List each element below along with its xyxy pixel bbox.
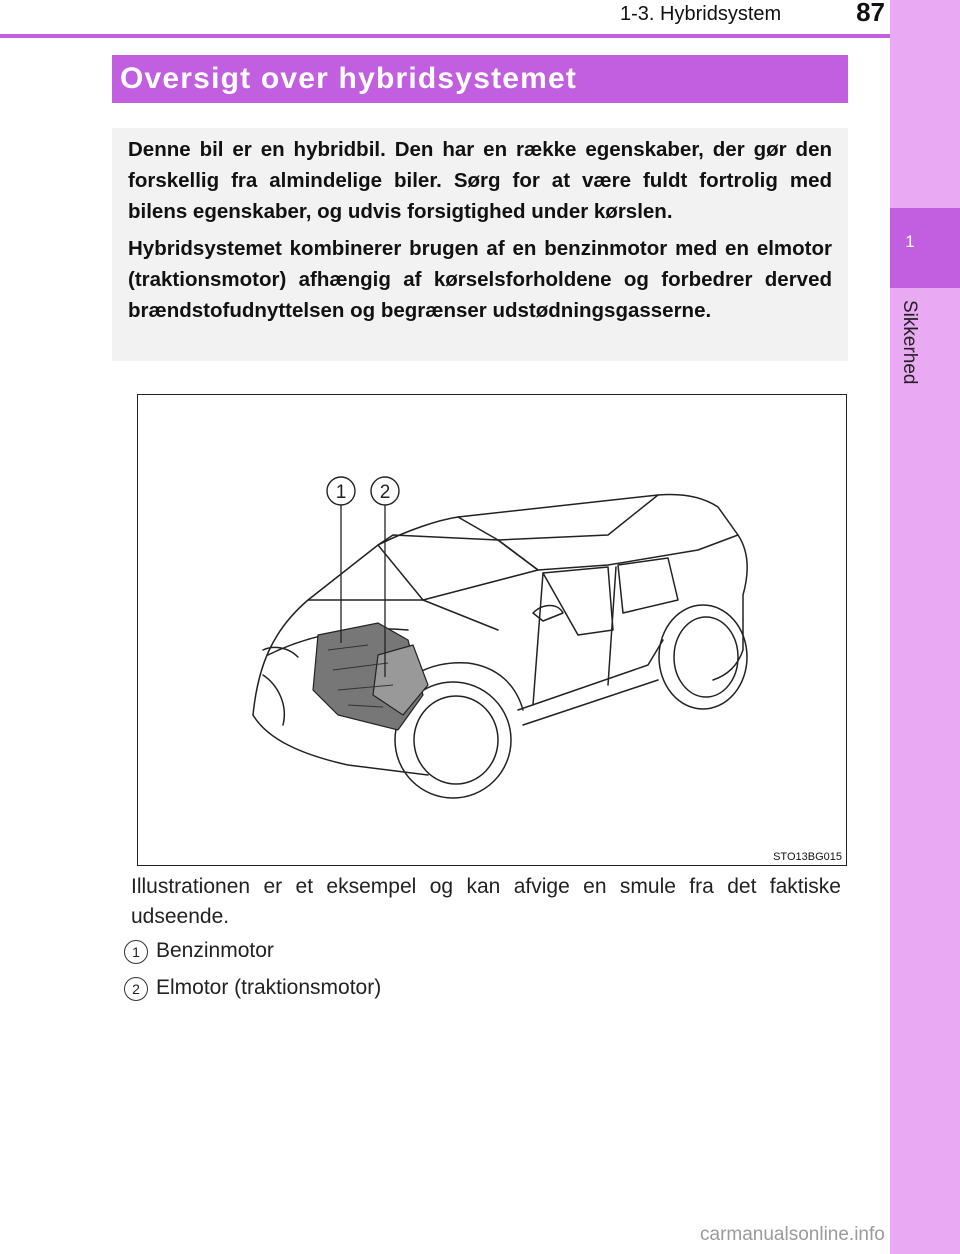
watermark: carmanualsonline.info — [700, 1224, 885, 1245]
chapter-side-strip — [890, 0, 960, 1254]
legend-number-2: 2 — [124, 977, 148, 1001]
intro-box — [112, 128, 848, 361]
intro-paragraph-2: Hybridsystemet kombinerer brugen af en benzinmotor med en elmotor (traktionsmotor) afhængig af kørselsforholdene og forbedrer derved brændstofudnyttelsen og begrænser udstødningsgasserne. — [128, 237, 832, 322]
car-illustration — [137, 394, 847, 866]
intro-paragraph-1: Denne bil er en hybridbil. Den har en række egenskaber, der gør den forskellig fra almindelige biler. Sørg for at være fuldt fortrolig med bilens egenskaber, og udvis forsigtighed under kørslen. — [128, 138, 832, 223]
car-drawing-icon — [138, 395, 846, 865]
illustration-caption: Illustrationen er et eksempel og kan afvige en smule fra det faktiske udseende. — [131, 875, 841, 928]
callout-2: 2 — [379, 482, 391, 503]
callout-1: 1 — [335, 482, 347, 503]
header-section-title: 1-3. Hybridsystem — [620, 3, 782, 25]
page-number: 87 — [856, 0, 885, 27]
header-divider — [0, 34, 890, 38]
page-title: Oversigt over hybridsystemet — [112, 55, 848, 103]
legend-number-1: 1 — [124, 940, 148, 964]
illustration-code: STO13BG015 — [773, 851, 842, 863]
chapter-label: Sikkerhed — [899, 300, 920, 385]
legend-text-2: Elmotor (traktionsmotor) — [156, 976, 382, 999]
chapter-number: 1 — [905, 232, 915, 251]
legend-text-1: Benzinmotor — [156, 939, 274, 962]
